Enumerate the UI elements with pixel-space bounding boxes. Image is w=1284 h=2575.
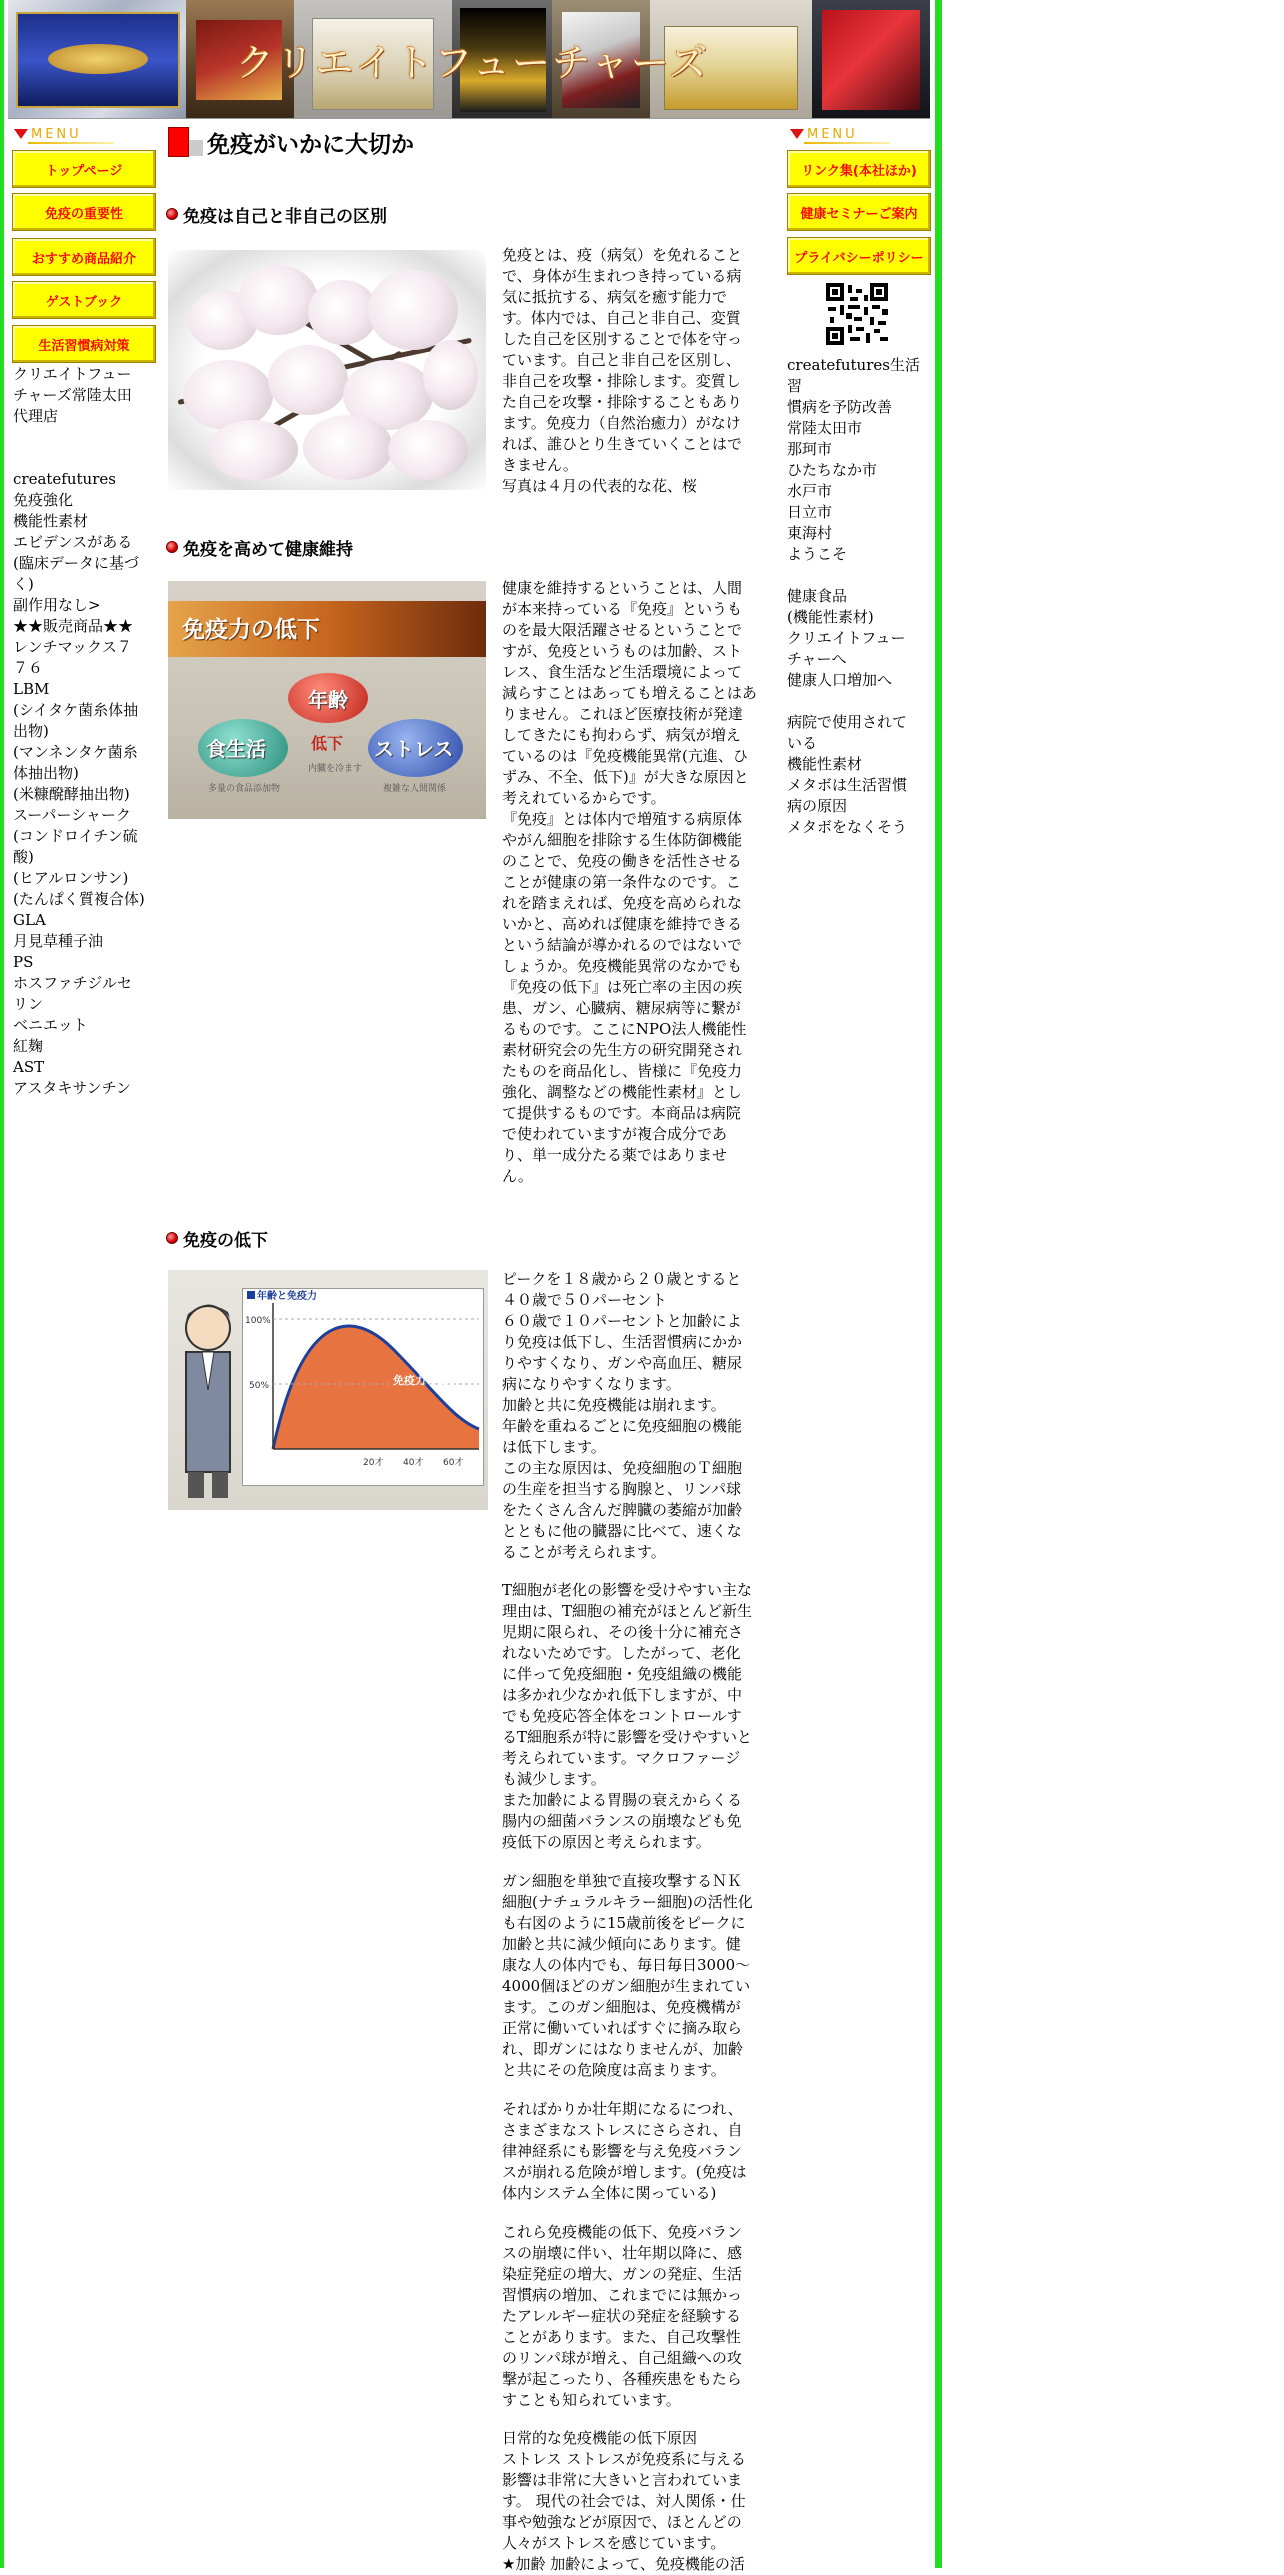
text-line: るものです。ここにNPO法人機能性: [502, 1020, 747, 1038]
graph-x-tick: 20才: [363, 1458, 384, 1468]
text-line: れば、誰ひとり生きていくことはで: [502, 435, 743, 453]
text-line: 考えられています。マクロファージ: [502, 1749, 741, 1767]
text-line: 病になりやすくなります。: [502, 1375, 681, 1393]
left-link-item[interactable]: GLA: [13, 911, 46, 929]
graph-y-tick: 50%: [249, 1381, 270, 1391]
text-line: 患、ガン、心臓病、糖尿病等に繋が: [502, 999, 741, 1017]
nav-button-top-page[interactable]: トップページ: [12, 150, 156, 188]
image-caption: 複雑な人間関係: [383, 784, 447, 794]
qr-code-image: [826, 283, 888, 345]
left-link-item[interactable]: 体抽出物): [13, 764, 79, 782]
right-menu-heading-label: MENU: [807, 126, 858, 142]
nav-button-lifestyle-disease[interactable]: 生活習慣病対策: [12, 325, 156, 363]
section-paragraph: [502, 2428, 767, 2575]
text-line: に伴って免疫細胞・免疫組織の機能: [502, 1665, 743, 1683]
left-link-item[interactable]: アスタキサンチン: [13, 1079, 131, 1097]
text-line: きません。: [502, 456, 578, 474]
right-text-line[interactable]: メタボをなくそう: [787, 818, 908, 836]
image-label: 食生活: [206, 737, 266, 761]
section-heading: [166, 203, 387, 225]
text-line: ているのは『免疫機能異常(亢進、ひ: [502, 747, 748, 765]
left-menu-heading: [14, 126, 114, 142]
text-line: 減らすことはあっても増えることはあ: [502, 684, 757, 702]
text-line: 染症発症の増大、ガンの発症、生活: [502, 2265, 743, 2283]
text-line: のことで、免疫の働きを活性させる: [502, 852, 742, 870]
section-heading-text: 免疫の低下: [183, 1230, 268, 1251]
right-text-line[interactable]: クリエイトフュー: [787, 629, 906, 647]
graph-y-tick: 100%: [245, 1316, 271, 1326]
text-line: 『免疫の低下』は死亡率の主因の疾: [502, 978, 743, 996]
right-text-line[interactable]: 健康食品: [787, 587, 848, 605]
text-line: 撃が起こったり、各種疾患をもたら: [502, 2370, 742, 2388]
text-line: れ、即ガンにはなりませんが、加齢: [502, 2040, 743, 2058]
text-line: 人々がストレスを感じています。: [502, 2534, 726, 2552]
text-line: り、単一成分たる薬ではありませ: [502, 1146, 728, 1164]
left-link-item[interactable]: ホスファチジルセ: [13, 974, 133, 992]
nav-button-privacy-policy[interactable]: プライバシーポリシー: [787, 237, 931, 275]
text-line: 腸内の細菌バランスの崩壊なども免: [502, 1812, 742, 1830]
left-link-item[interactable]: 機能性素材: [13, 512, 89, 530]
left-link-item[interactable]: PS: [13, 953, 34, 971]
text-line: の生産を担当する胸腺と、リンパ球: [502, 1480, 741, 1498]
text-line: 影響は非常に大きいと言われていま: [502, 2471, 743, 2489]
right-text-line[interactable]: 病の原因: [787, 797, 848, 815]
left-link-item[interactable]: 免疫強化: [13, 491, 74, 509]
text-line: 年齢を重ねるごとに免疫細胞の機能: [502, 1417, 743, 1435]
right-text-line[interactable]: 機能性素材: [787, 755, 863, 773]
text-line: とともに他の臓器に比べて、速くな: [502, 1522, 742, 1540]
text-line: ます。免疫力（自然治癒力）がなけ: [502, 414, 741, 432]
text-line: 正常に働いていればすぐに摘み取ら: [502, 2019, 743, 2037]
nav-button-recommended-products[interactable]: おすすめ商品紹介: [12, 238, 156, 276]
text-line: いかと、高めれば健康を維持できる: [502, 915, 743, 933]
graph-board: [242, 1288, 484, 1486]
text-line: また加齢による胃腸の衰えからくる: [502, 1791, 743, 1809]
shop-name-line: クリエイトフュー: [13, 365, 132, 383]
image-label: 低下: [311, 734, 344, 753]
left-link-item[interactable]: createfutures: [13, 470, 116, 488]
section-heading: [166, 536, 353, 558]
text-line: 習慣病の増加、これまでには無かっ: [502, 2286, 743, 2304]
header-banner: [8, 0, 930, 119]
nav-button-immune-importance[interactable]: 免疫の重要性: [12, 193, 156, 231]
section-paragraph: [502, 1871, 767, 2081]
left-link-item[interactable]: 酸): [13, 848, 34, 866]
right-text-line[interactable]: createfutures生活習: [787, 356, 920, 395]
text-line: ストレス ストレスが免疫系に与える: [502, 2450, 746, 2468]
left-link-item[interactable]: (たんぱく質複合体): [13, 890, 145, 908]
image-label: ストレス: [374, 737, 454, 761]
title-marker-icon: [168, 127, 189, 157]
text-line: のリンパ球が増え、自己組織への攻: [502, 2349, 742, 2367]
left-link-item[interactable]: く): [13, 575, 34, 593]
text-line: りません。これほど医療技術が発達: [502, 705, 743, 723]
text-line: す。体内では、自己と非自己、変質: [502, 309, 741, 327]
bullet-icon: [166, 208, 178, 220]
left-link-item[interactable]: (シイタケ菌糸体抽: [13, 701, 139, 719]
nav-button-health-seminar[interactable]: 健康セミナーご案内: [787, 193, 931, 231]
right-text-line[interactable]: ようこそ: [787, 545, 848, 563]
menu-arrow-icon: [14, 129, 28, 139]
text-line: レス、食生活など生活環境によって: [502, 663, 743, 681]
text-line: 4000個ほどのガン細胞が生まれてい: [502, 1977, 751, 1995]
text-line: スの崩壊に伴い、壮年期以降に、感: [502, 2244, 743, 2262]
right-text-line[interactable]: 東海村: [787, 524, 833, 542]
text-line: T細胞が老化の影響を受けやすい主な: [502, 1581, 753, 1599]
section-paragraph: [502, 2222, 767, 2411]
bullet-icon: [166, 1232, 178, 1244]
left-link-item[interactable]: 月見草種子油: [13, 932, 104, 950]
right-text-line[interactable]: チャーへ: [787, 650, 847, 668]
text-line: のを最大限活躍させるということで: [502, 621, 743, 639]
section-paragraph: [502, 245, 767, 497]
right-text-line[interactable]: (機能性素材): [787, 608, 874, 626]
text-line: 康な人の体内でも、毎日毎日3000～: [502, 1956, 751, 1974]
right-text-line[interactable]: 慣病を予防改善: [787, 398, 893, 416]
text-line: り免疫は低下し、生活習慣病にかか: [502, 1333, 743, 1351]
text-line: で、身体が生まれつき持っている病: [502, 267, 742, 285]
text-line: この主な原因は、免疫細胞のＴ細胞: [502, 1459, 743, 1477]
text-line: 気に抵抗する、病気を癒す能力で: [502, 288, 728, 306]
text-line: 日常的な免疫機能の低下原因: [502, 2429, 698, 2447]
text-line: ６０歳で１０パーセントと加齢によ: [502, 1312, 742, 1330]
text-line: も右図のように15歳前後をピークに: [502, 1914, 746, 1932]
section-paragraph: [502, 1269, 767, 1563]
left-link-item[interactable]: ベニエット: [13, 1016, 88, 1034]
text-line: をたくさん含んだ脾臓の萎縮が加齢: [502, 1501, 743, 1519]
left-link-item[interactable]: ７６: [13, 659, 44, 677]
text-line: スが崩れる危険が増します。(免疫は: [502, 2163, 747, 2181]
text-line: やがん細胞を排除する生体防御機能: [502, 831, 743, 849]
banner-product-image: [8, 0, 186, 118]
text-line: しょうか。免疫機能異常のなかでも: [502, 957, 743, 975]
section-heading-text: 免疫を高めて健康維持: [183, 539, 353, 560]
right-text-line[interactable]: ひたちなか市: [787, 461, 878, 479]
text-line: て提供するものです。本商品は病院: [502, 1104, 741, 1122]
text-line: ピークを１８歳から２０歳とすると: [502, 1270, 742, 1288]
text-line: 素材研究会の先生方の研究開発され: [502, 1041, 743, 1059]
age-immunity-graph-image: [168, 1270, 488, 1510]
text-line: ことがあります。また、自己攻撃性: [502, 2328, 741, 2346]
section-paragraph: [502, 2099, 767, 2204]
shop-name-line: チャーズ常陸太田: [13, 386, 132, 404]
left-link-item[interactable]: 副作用なし>: [13, 596, 101, 614]
left-menu-heading-label: MENU: [31, 126, 82, 142]
text-line: これら免疫機能の低下、免疫バラン: [502, 2223, 743, 2241]
text-line: した自己を区別することで体を守っ: [502, 330, 743, 348]
text-line: ています。自己と非自己を区別し、: [502, 351, 741, 369]
graph-x-tick: 40才: [403, 1458, 424, 1468]
text-line: と共にその危険度は高まります。: [502, 2061, 726, 2079]
text-line: りやすくなり、ガンや高血圧、糖尿: [502, 1354, 743, 1372]
text-line: が本来持っている『免疫』というも: [502, 600, 743, 618]
left-link-item[interactable]: 紅麹: [13, 1037, 44, 1055]
text-line: れを踏まえれば、免疫を高められな: [502, 894, 743, 912]
text-line: は多かれ少なかれ低下しますが、中: [502, 1686, 743, 1704]
text-line: 事や勉強などが原因で、ほとんどの: [502, 2513, 742, 2531]
graph-x-tick: 60才: [443, 1458, 464, 1468]
page-frame-left: [0, 0, 4, 2568]
text-line: ることが考えられます。: [502, 1543, 666, 1561]
menu-arrow-icon: [790, 129, 804, 139]
left-link-item[interactable]: (米糠醗酵抽出物): [13, 785, 130, 803]
presenter-illustration: [172, 1290, 244, 1500]
text-line: 体内システム全体に関っている): [502, 2184, 717, 2202]
left-link-item[interactable]: LBM: [13, 680, 50, 698]
text-line: 律神経系にも影響を与え免疫バラン: [502, 2142, 743, 2160]
text-line: るT細胞系が特に影響を受けやすいと: [502, 1728, 753, 1746]
text-line: れないためです。したがって、老化: [502, 1644, 741, 1662]
right-menu-heading: [790, 126, 890, 142]
text-line: という結論が導かれるのではないで: [502, 936, 743, 954]
text-line: そればかりか壮年期になるにつれ、: [502, 2100, 743, 2118]
text-line: ます。このガン細胞は、免疫機構が: [502, 1998, 741, 2016]
text-line: 非自己を攻撃・排除します。変質し: [502, 372, 741, 390]
right-text-line[interactable]: 水戸市: [787, 482, 833, 500]
right-text-line[interactable]: 常陸太田市: [787, 419, 863, 437]
left-link-item[interactable]: (ヒアルロンサン): [13, 869, 129, 887]
nav-button-links[interactable]: リンク集(本社ほか): [787, 150, 931, 188]
text-line: すが、免疫というものは加齢、スト: [502, 642, 743, 660]
cherry-blossom-photo: [168, 250, 486, 490]
page-title: [168, 126, 468, 158]
left-link-item[interactable]: リン: [13, 995, 44, 1013]
text-line: 疫低下の原因と考えられます。: [502, 1833, 711, 1851]
left-sidebar-text: [13, 364, 153, 1099]
immunity-decline-image: [168, 581, 486, 819]
right-text-line[interactable]: メタボは生活習慣: [787, 776, 908, 794]
text-line: 写真は４月の代表的な花、桜: [502, 477, 698, 495]
right-sidebar-text: [787, 355, 932, 838]
section-heading: [166, 1227, 268, 1249]
graph-title: 年齢と免疫力: [257, 1291, 317, 1302]
text-line: 考えれているからです。: [502, 789, 666, 807]
left-link-item: ★★販売商品★★: [13, 617, 134, 635]
left-link-item[interactable]: (マンネンタケ菌糸: [13, 743, 138, 761]
text-line: 理由は、T細胞の補充がほとんど新生: [502, 1602, 753, 1620]
text-line: ４０歳で５０パーセント: [502, 1291, 667, 1309]
text-line: ガン細胞を単独で直接攻撃するＮＫ: [502, 1872, 743, 1890]
text-line: も減少します。: [502, 1770, 606, 1788]
section-heading-text: 免疫は自己と非自己の区別: [183, 206, 387, 227]
left-link-item[interactable]: 出物): [13, 722, 49, 740]
right-text-line[interactable]: 健康人口増加へ: [787, 671, 893, 689]
graph-band-label: 免疫力の低下: [393, 1374, 459, 1387]
page-frame-right: [935, 0, 942, 2568]
image-label: 年齢: [308, 688, 348, 712]
left-link-item[interactable]: レンチマックス７: [13, 638, 132, 656]
text-line: 児期に限られ、その後十分に補充さ: [502, 1623, 743, 1641]
left-link-item[interactable]: AST: [13, 1058, 45, 1076]
right-text-line[interactable]: 那珂市: [787, 440, 833, 458]
left-link-item[interactable]: (コンドロイチン硫: [13, 827, 138, 845]
nav-button-guestbook[interactable]: ゲストブック: [12, 281, 156, 319]
page-title-text: 免疫がいかに大切か: [207, 131, 414, 158]
text-line: で使われていますが複合成分であ: [502, 1125, 728, 1143]
text-line: た自己を攻撃・排除することもあり: [502, 393, 743, 411]
text-line: たものを商品化し、皆様に『免疫力: [502, 1062, 743, 1080]
section-paragraph: [502, 578, 767, 1187]
text-line: でも免疫応答全体をコントロールす: [502, 1707, 742, 1725]
text-line: たアレルギー症状の発症を経験する: [502, 2307, 742, 2325]
text-line: は低下します。: [502, 1438, 606, 1456]
text-line: 強化、調整などの機能性素材』とし: [502, 1083, 743, 1101]
text-line: ことが健康の第一条件なのです。こ: [502, 873, 741, 891]
text-line: 健康を維持するということは、人間: [502, 579, 743, 597]
text-line: ずみ、不全、低下)』が大きな原因と: [502, 768, 749, 786]
bullet-icon: [166, 541, 178, 553]
left-link-item[interactable]: (臨床データに基づ: [13, 554, 139, 572]
text-line: ん。: [502, 1167, 533, 1185]
image-caption: 多量の食品添加物: [208, 784, 281, 794]
section-paragraph: [502, 1580, 767, 1853]
right-text-line[interactable]: 日立市: [787, 503, 833, 521]
site-title: クリエイトフューチャーズ: [236, 41, 710, 85]
text-line: すことも知られています。: [502, 2391, 681, 2409]
banner-product-image: [812, 0, 930, 118]
text-line: 加齢と共に免疫機能は崩れます。: [502, 1396, 726, 1414]
left-link-item[interactable]: スーパーシャーク: [13, 806, 131, 824]
image-caption: 内臓を冷ます: [308, 764, 363, 774]
text-line: ★加齢 加齢によって、免疫機能の活: [502, 2555, 745, 2573]
image-banner-text: 免疫力の低下: [182, 617, 320, 643]
right-text-line[interactable]: いる: [787, 734, 818, 752]
text-line: 免疫とは、疫（病気）を免れること: [502, 246, 743, 264]
text-line: さまざまなストレスにさらされ、自: [502, 2121, 743, 2139]
text-line: 細胞(ナチュラルキラー細胞)の活性化: [502, 1893, 753, 1911]
right-text-line[interactable]: 病院で使用されて: [787, 713, 908, 731]
text-line: 『免疫』とは体内で増殖する病原体: [502, 810, 743, 828]
text-line: 加齢と共に減少傾向にあります。健: [502, 1935, 741, 1953]
text-line: す。 現代の社会では、対人関係・仕: [502, 2492, 746, 2510]
shop-name-line: 代理店: [13, 407, 59, 425]
left-link-item[interactable]: エビデンスがある: [13, 533, 133, 551]
text-line: してきたにも拘わらず、病気が増え: [502, 726, 741, 744]
